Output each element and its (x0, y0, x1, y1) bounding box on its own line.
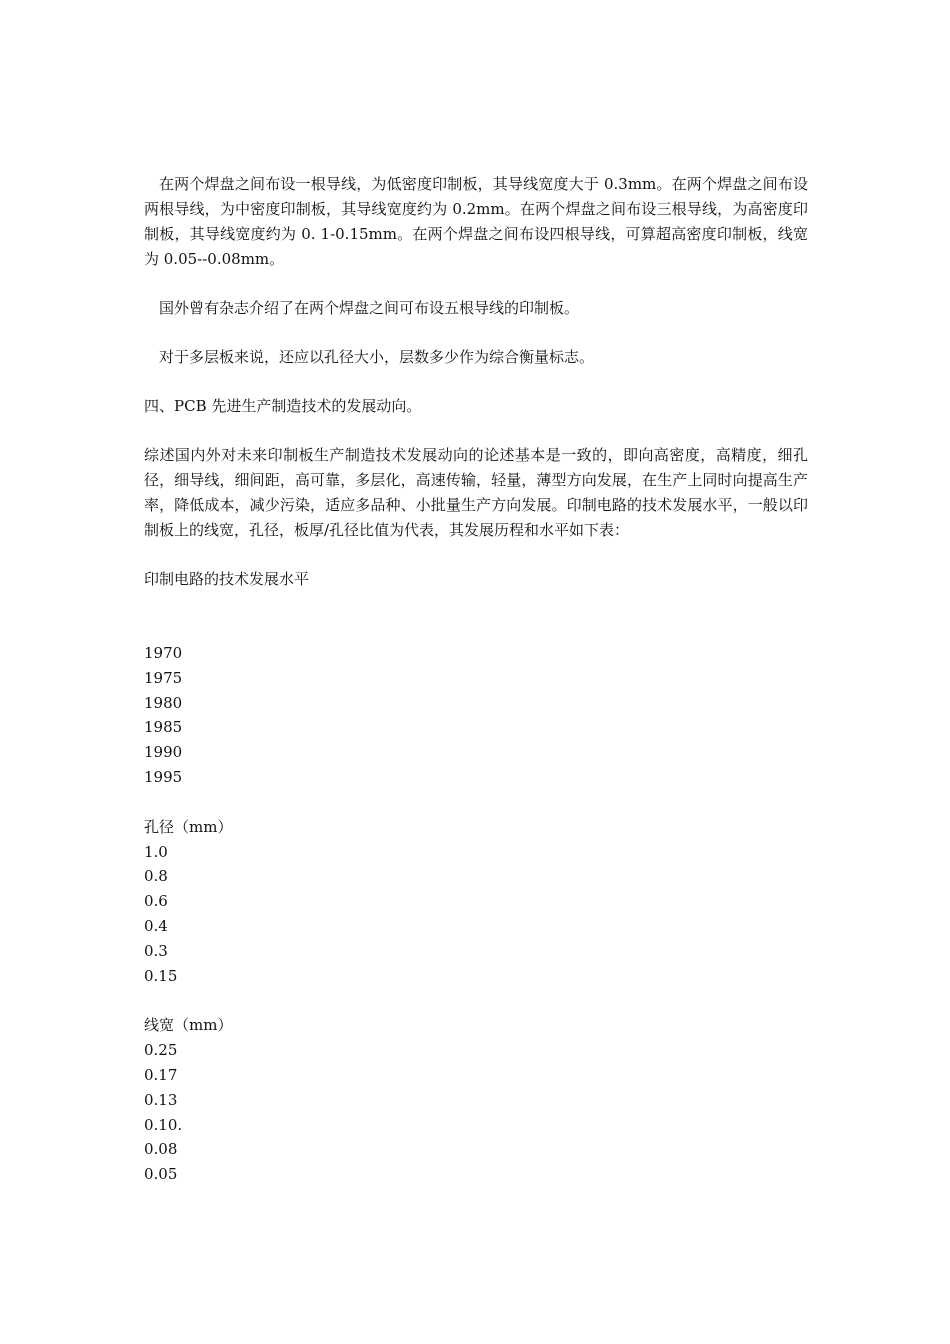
year-cell: 1990 (144, 743, 183, 762)
hole-diameter-cell: 0.6 (144, 892, 168, 911)
years-column (144, 641, 808, 790)
line-width-cell: 0.10. (144, 1115, 183, 1134)
paragraph-density-levels: 在两个焊盘之间布设一根导线，为低密度印制板，其导线宽度大于 0.3mm。在两个焊盘之间布设两根导线，为中密度印制板，其导线宽度约为 0.2mm。在两个焊盘之间布设三根导线，为高密度印制板，其导线宽度约为 0. 1-0.15mm。在两个焊盘之间布设四根导线，可算超高密度印制板，线宽为 0.05--0.08mm。 (144, 175, 808, 268)
document-page (144, 172, 808, 1212)
line-width-header: 线宽（mm） (144, 1016, 233, 1035)
section-heading: 四、PCB 先进生产制造技术的发展动向。 (144, 397, 422, 415)
table-title: 印制电路的技术发展水平 (144, 570, 310, 588)
hole-diameter-header: 孔径（mm） (144, 817, 233, 836)
year-cell: 1975 (144, 668, 183, 687)
paragraph-multilayer: 对于多层板来说，还应以孔径大小，层数多少作为综合衡量标志。 (159, 348, 595, 366)
line-width-cell: 0.25 (144, 1041, 178, 1060)
year-cell: 1980 (144, 693, 183, 712)
hole-diameter-cell: 0.4 (144, 916, 168, 935)
line-width-cell: 0.08 (144, 1140, 178, 1159)
hole-diameter-column (144, 815, 808, 989)
line-width-cell: 0.13 (144, 1090, 178, 1109)
hole-diameter-cell: 0.15 (144, 966, 178, 985)
paragraph-foreign-magazine: 国外曾有杂志介绍了在两个焊盘之间可布设五根导线的印制板。 (159, 299, 580, 317)
hole-diameter-cell: 0.8 (144, 867, 168, 886)
year-cell: 1995 (144, 767, 183, 786)
line-width-column (144, 1013, 808, 1187)
paragraph-trends: 综述国内外对未来印制板生产制造技术发展动向的论述基本是一致的，即向高密度，高精度，细孔径，细导线，细间距，高可靠，多层化，高速传输，轻量，薄型方向发展，在生产上同时向提高生产率，降低成本，减少污染，适应多品种、小批量生产方向发展。印制电路的技术发展水平，一般以印制板上的线宽，孔径，板厚/孔径比值为代表，其发展历程和水平如下表： (144, 446, 808, 539)
hole-diameter-cell: 1.0 (144, 842, 168, 861)
year-cell: 1970 (144, 644, 183, 662)
line-width-cell: 0.05 (144, 1165, 178, 1184)
year-cell: 1985 (144, 718, 183, 737)
line-width-cell: 0.17 (144, 1065, 178, 1084)
hole-diameter-cell: 0.3 (144, 941, 168, 960)
